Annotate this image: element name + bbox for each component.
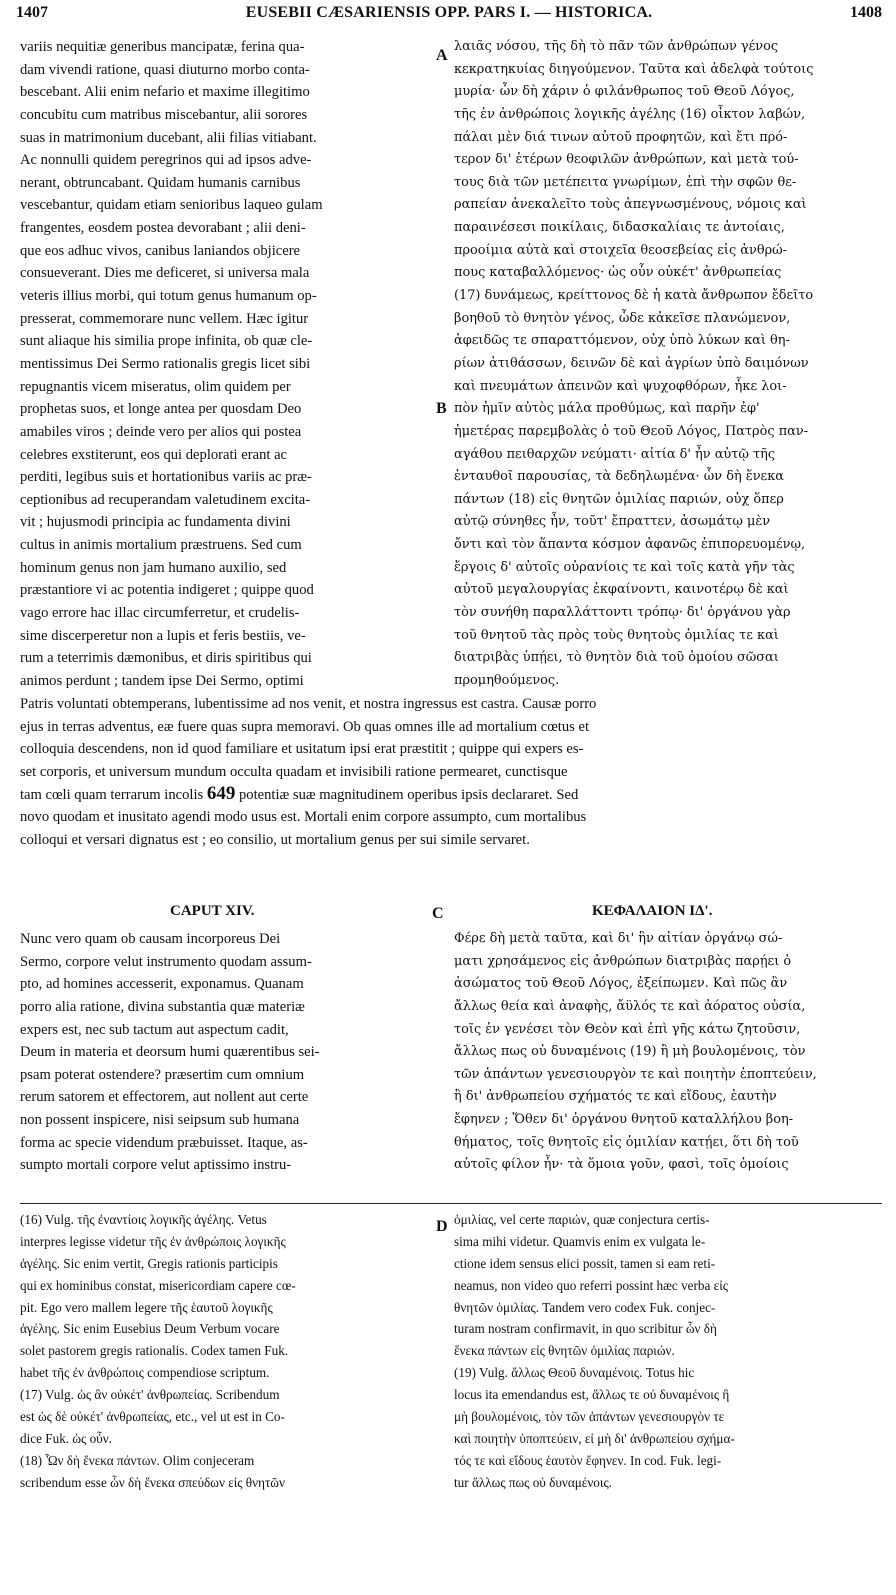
footnotes-left bbox=[20, 1209, 432, 1494]
text-line: veteris illius morbi, qui totum genus humanum op- bbox=[20, 288, 317, 305]
running-header bbox=[16, 4, 882, 28]
text-line: ρίων ἀτιθάσσων, δεινῶν δὲ καὶ ἀγρίων ὑπὸ δαιμόνων bbox=[454, 355, 809, 371]
text-line: πὸν ἡμῖν αὐτὸς μάλα προθύμως, καὶ παρῆν ἐφ' bbox=[454, 401, 760, 417]
text-line: suas in matrimonium ducebant, alii filias vitiabant. bbox=[20, 129, 317, 146]
running-title: EUSEBII CÆSARIENSIS OPP. PARS I. — HISTORICA. bbox=[245, 4, 653, 21]
text-line: τῆς ἐν ἀνθρώποις λογικῆς ἀγέλης (16) οἶκτον λαβών, bbox=[454, 106, 806, 122]
text-line: Ac nonnulli quidem peregrinos qui ad ipsos adve- bbox=[20, 152, 312, 169]
text-line: presserat, commemorare nunc vellem. Hæc igitur bbox=[20, 310, 309, 327]
text-line-with-page-ref bbox=[20, 783, 882, 806]
text-line: qui ex hominibus constat, misericordiam capere cœ- bbox=[20, 1277, 296, 1293]
text-line: αγάθου πειθαρχῶν νεύματι· αἰτία δ' ἦν αὐτῷ τῆς bbox=[454, 446, 776, 462]
margin-marker-c: C bbox=[432, 905, 444, 922]
text-line: τοῖς ἐν γενέσει τὸν Θεὸν καὶ ἐπὶ γῆς κάτω ζητοῦσιν, bbox=[454, 1021, 801, 1037]
text-line: πους καταβαλλόμενος· ὡς οὖν οὐκέτ' ἀνθρωπείας bbox=[454, 265, 782, 281]
text-line: θνητῶν ὁμιλίας. Tandem vero codex Fuk. conjec- bbox=[454, 1299, 716, 1315]
text-line: Deum in materia et deorsum humi quærentibus sei- bbox=[20, 1044, 320, 1061]
text-line: novo quodam et inusitato agendi modo usus est. Mortali enim corpore assumpto, cum mortalibus bbox=[20, 808, 587, 825]
text-line: Patris voluntati obtemperans, lubentissime ad nos venit, et nostra ingressus est castra. Causæ porro bbox=[20, 696, 597, 712]
text-line: porro alia ratione, divina substantia quæ materiæ bbox=[20, 998, 305, 1015]
greek-column-top bbox=[454, 36, 882, 693]
text-line: mentissimus Dei Sermo rationalis gregis licet sibi bbox=[20, 355, 311, 372]
text-line: pto, ad homines accesserit, exponamus. Quanam bbox=[20, 976, 304, 993]
text-line: παραινέσεσι ποικίλαις, διδασκαλίαις τε ἀντοίαις, bbox=[454, 220, 785, 236]
text-line: καὶ πνευμάτων ἀπεινῶν καὶ ψυχοφθόρων, ἧκε λοι- bbox=[454, 378, 787, 394]
text-line: ἀσώματος τοῦ Θεοῦ Λόγος, ἐξείπωμεν. Καὶ πῶς ἂν bbox=[454, 976, 788, 992]
text-line: præstantiore vi ac potentia indigeret ; quippe quod bbox=[20, 582, 314, 599]
text-line: neamus, non video quo referri possint hæc verba εἰς bbox=[454, 1277, 728, 1293]
text-line: (19) Vulg. ἄλλως Θεοῦ δυναμένοις. Totus hic bbox=[454, 1365, 695, 1381]
text-line: turam nostram confirmavit, in quo scribitur ὧν δὴ bbox=[454, 1321, 717, 1337]
text-line: non possent inspicere, nisi seipsum sub humana bbox=[20, 1112, 300, 1129]
text-line: τοῦ θνητοῦ τὰς πρὸς τοὺς θνητοὺς ὁμιλίας τε καὶ bbox=[454, 627, 779, 643]
text-line: cultus in animis mortalium præstruens. Sed cum bbox=[20, 537, 302, 554]
text-line: habet τῆς ἐν ἀνθρώποις compendiose scriptum. bbox=[20, 1365, 270, 1381]
text-line: est ὡς δὲ οὐκέτ' ἀνθρωπείας, etc., vel ut est in Co- bbox=[20, 1409, 285, 1425]
text-line: πάλαι μὲν διά τινων αὐτοῦ προφητῶν, καὶ ἔτι πρό- bbox=[454, 129, 788, 145]
text-line: βοηθοῦ τὸ θνητὸν γένος, ὧδε κἀκεῖσε πλανώμενον, bbox=[454, 310, 791, 326]
text-line: variis nequitiæ generibus mancipatæ, ferina qua- bbox=[20, 39, 305, 55]
text-line: vit ; hujusmodi principia ac fundamenta divini bbox=[20, 514, 291, 531]
text-line: scribendum esse ὧν δὴ ἕνεκα σπεύδων εἰς θνητῶν bbox=[20, 1474, 285, 1490]
text-line: αὐτοῦ μεγαλουργίας ἐκφαίνοντι, καινοτέρῳ δὲ καὶ bbox=[454, 582, 789, 598]
text-line: ματι χρησάμενος εἰς ἀνθρώπων διατριβὰς παρῄει ὁ bbox=[454, 953, 792, 969]
text-line: dam vivendi ratione, quasi diuturno morbo conta- bbox=[20, 61, 310, 78]
text-line: prophetas suos, et longe antea per quosdam Deo bbox=[20, 401, 302, 418]
text-line: ἀγέλης. Sic enim vertit, Gregis rationis participis bbox=[20, 1255, 278, 1271]
chapter-heading-greek: ΚΕΦΑΛΑΙΟΝ ΙΔ'. bbox=[592, 903, 713, 919]
text-line: αὐτῷ σύνηθες ἦν, τοῦτ' ἔπραττεν, ἀσωμάτῳ μὲν bbox=[454, 514, 771, 530]
text-line: consueverant. Dies me deficeret, si universa mala bbox=[20, 265, 310, 282]
text-line: (18) Ὧν δὴ ἕνεκα πάντων. Olim conjeceram bbox=[20, 1452, 255, 1468]
text-line: ραπείαν ἀνεκαλεῖτο τοὺς ἀπεγνωσμένους, νόμοις καὶ bbox=[454, 197, 807, 213]
text-line: τός τε καὶ εἴδους ἑαυτὸν ἔφηνεν. In cod. Fuk. legi- bbox=[454, 1452, 722, 1468]
text-line: ejus in terras adventus, eæ fuere quas supra memoravi. Ob quas omnes ille ad mortalium cœtus et bbox=[20, 718, 590, 735]
text-line: sunt aliaque his similia prope infinita, ob quæ cle- bbox=[20, 333, 313, 350]
text-line: sima mihi videtur. Quamvis enim ex vulgata le- bbox=[454, 1233, 706, 1249]
text-line: Nunc vero quam ob causam incorporeus Dei bbox=[20, 931, 281, 947]
text-line: colloqui et versari dignatus est ; eo consilio, ut mortalium genus per sui simile servaret. bbox=[20, 831, 530, 848]
text-line: τερον δι' ἑτέρων θεοφιλῶν ἀνθρώπων, καὶ μετὰ τού- bbox=[454, 152, 799, 168]
page-number-left: 1407 bbox=[16, 4, 48, 21]
text-line: pit. Ego vero mallem legere τῆς ἑαυτοῦ λογικῆς bbox=[20, 1299, 273, 1315]
text-line: nerant, obtruncabant. Quidam humanis carnibus bbox=[20, 174, 301, 191]
text-line: ἐνταυθοῖ παρουσίας, τὰ δεδηλωμένα· ὧν δὴ ἕνεκα bbox=[454, 469, 784, 485]
text-line: μὴ βουλομένοις, τὸν τῶν ἁπάντων γενεσιουργὸν τε bbox=[454, 1409, 725, 1425]
text-line: ἢ δι' ἀνθρωπείου σχήματός τε καὶ εἴδους, ἑαυτὴν bbox=[454, 1089, 777, 1105]
text-line: ἀφειδῶς τε σπαραττόμενον, οὐχ ὑπὸ λύκων καὶ θη- bbox=[454, 333, 790, 349]
text-line: (16) Vulg. τῆς ἐναντίοις λογικῆς ἀγέλης. Vetus bbox=[20, 1212, 267, 1227]
text-line: τὸν συνήθη παραλλάττοντι τρόπῳ· δι' ὀργάνου γὰρ bbox=[454, 605, 791, 621]
text-line: perditi, legibus suis et hortationibus variis ac præ- bbox=[20, 469, 312, 486]
text-line: solet pastorem gregis rationalis. Codex tamen Fuk. bbox=[20, 1343, 289, 1359]
text-line: λαιᾶς νόσου, τῆς δὴ τὸ πᾶν τῶν ἀνθρώπων γένος bbox=[454, 39, 779, 54]
text-line: προμηθούμενος. bbox=[454, 672, 560, 688]
text-line: hominum genus non jam humano auxilio, sed bbox=[20, 559, 287, 576]
text-line: dice Fuk. ὡς οὖν. bbox=[20, 1430, 112, 1446]
text-line: Φέρε δὴ μετὰ ταῦτα, καὶ δι' ἣν αἰτίαν ὀργάνῳ σώ- bbox=[454, 931, 783, 946]
text-line: τους διὰ τῶν μετέπειτα γνωρίμων, ἐπὶ τὴν σφῶν θε- bbox=[454, 174, 797, 190]
text-line: celebres exstiterunt, eos qui deplorati erant ac bbox=[20, 446, 288, 463]
text-line: θήματος, τοῖς θνητοῖς εἰς ὁμιλίαν κατῄει, ὅτι δὴ τοῦ bbox=[454, 1134, 799, 1150]
text-line: set corporis, et universum mundum occulta quadam et invisibili ratione permearet, cunctisque bbox=[20, 763, 568, 780]
text-segment: potentiæ suæ magnitudinem operibus ipsis declararet. Sed bbox=[239, 787, 579, 804]
page-number-right: 1408 bbox=[850, 4, 882, 21]
text-line: frangentes, eosdem postea devorabant ; alii deni- bbox=[20, 220, 306, 237]
chapter-heading-latin: CAPUT XIV. bbox=[170, 903, 255, 919]
text-line: interpres legisse videtur τῆς ἐν ἀνθρώποις λογικῆς bbox=[20, 1233, 286, 1249]
margin-marker-b: B bbox=[436, 400, 447, 417]
text-line: καὶ ποιητὴν ὑποπτεύειν, εἰ μὴ δι' ἀνθρωπείου σχήμα- bbox=[454, 1430, 735, 1446]
text-segment: tam cœli quam terrarum incolis bbox=[20, 787, 204, 804]
text-line: (17) δυνάμεως, κρείττονος δὲ ἡ κατὰ ἄνθρωπον ἔδεῖτο bbox=[454, 288, 814, 304]
margin-marker-d: D bbox=[436, 1218, 448, 1235]
footnotes-right bbox=[454, 1209, 882, 1494]
footnote-divider bbox=[20, 1203, 882, 1204]
text-line: rerum satorem et effectorem, aut nollent aut certe bbox=[20, 1089, 309, 1106]
text-line: τῶν ἁπάντων γενεσιουργὸν τε καὶ ποιητὴν ἐποπτεύειν, bbox=[454, 1066, 817, 1082]
margin-marker-a: A bbox=[436, 47, 448, 64]
text-line: ἔργοις δ' αὐτοῖς οὐρανίοις τε καὶ τοῖς κατὰ γῆν τὰς bbox=[454, 559, 795, 575]
greek-column-chapter bbox=[454, 928, 882, 1177]
latin-column-top bbox=[20, 36, 432, 693]
text-line: ἔφηνεν ; Ὅθεν δι' ὀργάνου θνητοῦ καταλλήλου βοη- bbox=[454, 1112, 794, 1128]
text-line: ἄλλως πως οὐ δυναμένοις (19) ἢ μὴ βουλομένοις, τὸν bbox=[454, 1044, 806, 1060]
text-line: locus ita emendandus est, ἄλλως τε οὐ δυναμένοις ἢ bbox=[454, 1387, 730, 1403]
text-line: ὄντι καὶ τὸν ἅπαντα κόσμον ἀφανῶς ἐπιπορευομένῳ, bbox=[454, 537, 806, 553]
text-line: vescebantur, quidam etiam senioribus laqueo gulam bbox=[20, 197, 323, 214]
text-line: sumpto mortali corpore velut aptissimo instru- bbox=[20, 1157, 292, 1174]
text-line: forma ac specie videndum præbuisset. Itaque, as- bbox=[20, 1134, 308, 1151]
text-line: bescebant. Alii enim nefario et maxime illegitimo bbox=[20, 84, 310, 101]
text-line: Sermo, corpore velut instrumento quodam assum- bbox=[20, 953, 312, 970]
text-line: ἡμετέρας παρεμβολὰς ὁ τοῦ Θεοῦ Λόγος, Πατρὸς παν- bbox=[454, 423, 809, 439]
text-line: rum a teterrimis dæmonibus, et diris spiritibus qui bbox=[20, 650, 312, 667]
text-line: que eos adhuc vivos, canibus laniandos objicere bbox=[20, 242, 301, 259]
text-line: αὐτοῖς φίλον ἦν· τὰ ὅμοια γοῦν, φασὶ, τοῖς ὁμοίοις bbox=[454, 1157, 789, 1173]
text-line: tur ἄλλως πως οὐ δυναμένοις. bbox=[454, 1474, 612, 1490]
text-line: expers est, nec sub tactum aut aspectum cadit, bbox=[20, 1021, 289, 1038]
text-line: κεκρατηκυίας διηγούμενον. Ταῦτα καὶ ἀδελφὰ τούτοις bbox=[454, 61, 814, 77]
text-line: repugnantis vicem miseratus, olim quidem per bbox=[20, 378, 291, 395]
text-line: ὁμιλίας, vel certe παριών, quæ conjectura certis- bbox=[454, 1212, 710, 1227]
text-line: colloquia descendens, non id quod familiare et usitatum ipsi erat præstitit ; quippe qui expers es- bbox=[20, 741, 584, 758]
text-line: ἀγέλης. Sic enim Eusebius Deum Verbum vocare bbox=[20, 1321, 280, 1337]
text-line: ceptionibus ad recuperandam valetudinem excita- bbox=[20, 491, 311, 508]
text-line: psam poterat ostendere? præsertim cum omnium bbox=[20, 1066, 305, 1083]
text-line: (17) Vulg. ὡς ἂν οὐκέτ' ἀνθρωπείας. Scribendum bbox=[20, 1387, 280, 1403]
latin-full-width-block bbox=[20, 693, 882, 851]
text-line: animos perdunt ; tandem ipse Dei Sermo, optimi bbox=[20, 672, 304, 689]
page-reference-number: 649 bbox=[206, 783, 236, 805]
text-line: vago errore hac illac circumferretur, et crudelis- bbox=[20, 605, 300, 622]
text-line: concubitu cum matribus miscebantur, alii sorores bbox=[20, 106, 308, 123]
text-line: amabiles viros ; deinde vero per alios qui postea bbox=[20, 423, 302, 440]
text-line: προοίμια αὐτὰ καὶ στοιχεῖα θεοσεβείας εἰς ἀνθρώ- bbox=[454, 242, 788, 258]
text-line: sime discerperetur non a lupis et feris bestiis, ve- bbox=[20, 627, 306, 644]
text-line: ἄλλως θεία καὶ ἀναφὴς, ἄϋλός τε καὶ ἀόρατος οὐσία, bbox=[454, 998, 806, 1014]
text-line: μυρία· ὧν δὴ χάριν ὁ φιλάνθρωπος τοῦ Θεοῦ Λόγος, bbox=[454, 84, 795, 100]
text-line: ἕνεκα πάντων εἰς θνητῶν ὁμιλίας παριών. bbox=[454, 1343, 675, 1359]
text-line: ctione idem sensus elici possit, tamen si eam reti- bbox=[454, 1255, 716, 1271]
text-line: διατριβὰς ὑπῄει, τὸ θνητὸν διὰ τοῦ ὁμοίου σῶσαι bbox=[454, 650, 779, 666]
latin-column-chapter bbox=[20, 928, 432, 1177]
text-line: πάντων (18) εἰς θνητῶν ὁμιλίας παριών, οὐχ ὅπερ bbox=[454, 491, 784, 507]
